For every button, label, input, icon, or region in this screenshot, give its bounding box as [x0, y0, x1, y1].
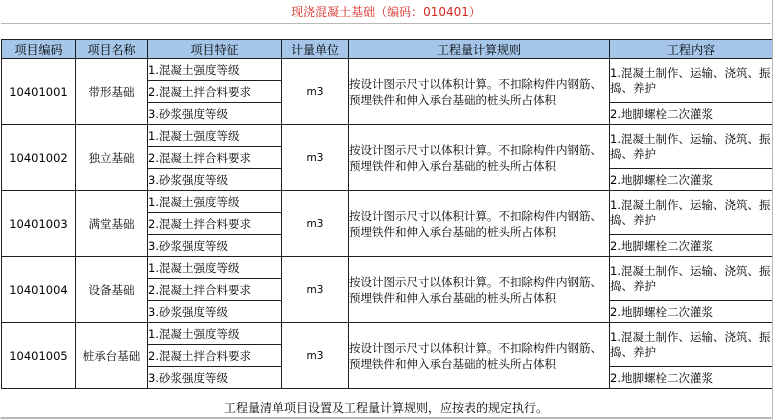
header-row: [2, 40, 773, 59]
work-content-1: 1.混凝土制作、运输、浇筑、振捣、养护: [610, 323, 773, 367]
feature-2: 2.混凝土拌合料要求: [148, 213, 282, 235]
work-content-1: 1.混凝土制作、运输、浇筑、振捣、养护: [610, 125, 773, 169]
unit: m3: [282, 323, 349, 389]
work-content-2: 2.地脚螺栓二次灌浆: [610, 235, 773, 257]
work-content-1: 1.混凝土制作、运输、浇筑、振捣、养护: [610, 59, 773, 103]
footer-note: 工程量清单项目设置及工程量计算规则，应按表的规定执行。: [1, 400, 771, 418]
unit: m3: [282, 257, 349, 323]
unit: m3: [282, 125, 349, 191]
unit: m3: [282, 59, 349, 125]
header-rule: 工程量计算规则: [349, 40, 610, 59]
table-title: 现浇混凝土基础（编码：010401）: [291, 5, 481, 19]
header-unit: 计量单位: [282, 40, 349, 59]
item-name: 桩承台基础: [76, 323, 148, 389]
work-content-2: 2.地脚螺栓二次灌浆: [610, 103, 773, 125]
work-content-1: 1.混凝土制作、运输、浇筑、振捣、养护: [610, 191, 773, 235]
item-name: 带形基础: [76, 59, 148, 125]
calc-rule: 按设计图示尺寸以体积计算。不扣除构件内钢筋、预埋铁件和伸入承台基础的桩头所占体积: [349, 323, 610, 389]
table-row: [2, 257, 773, 279]
calc-rule: 按设计图示尺寸以体积计算。不扣除构件内钢筋、预埋铁件和伸入承台基础的桩头所占体积: [349, 125, 610, 191]
feature-3: 3.砂浆强度等级: [148, 235, 282, 257]
feature-1: 1.混凝土强度等级: [148, 323, 282, 345]
table-row: [2, 59, 773, 81]
header-name: 项目名称: [76, 40, 148, 59]
item-code: 10401001: [2, 59, 76, 125]
header-features: 项目特征: [148, 40, 282, 59]
feature-2: 2.混凝土拌合料要求: [148, 279, 282, 301]
work-content-2: 2.地脚螺栓二次灌浆: [610, 301, 773, 323]
feature-1: 1.混凝土强度等级: [148, 125, 282, 147]
unit: m3: [282, 191, 349, 257]
item-code: 10401005: [2, 323, 76, 389]
table-row: [2, 323, 773, 345]
item-code: 10401004: [2, 257, 76, 323]
work-content-2: 2.地脚螺栓二次灌浆: [610, 169, 773, 191]
header-code: 项目编码: [2, 40, 76, 59]
feature-2: 2.混凝土拌合料要求: [148, 345, 282, 367]
work-content-2: 2.地脚螺栓二次灌浆: [610, 367, 773, 389]
table-row: [2, 125, 773, 147]
feature-3: 3.砂浆强度等级: [148, 301, 282, 323]
table-row: [2, 191, 773, 213]
feature-3: 3.砂浆强度等级: [148, 103, 282, 125]
calc-rule: 按设计图示尺寸以体积计算。不扣除构件内钢筋、预埋铁件和伸入承台基础的桩头所占体积: [349, 257, 610, 323]
feature-3: 3.砂浆强度等级: [148, 367, 282, 389]
feature-3: 3.砂浆强度等级: [148, 169, 282, 191]
feature-1: 1.混凝土强度等级: [148, 59, 282, 81]
calc-rule: 按设计图示尺寸以体积计算。不扣除构件内钢筋、预埋铁件和伸入承台基础的桩头所占体积: [349, 191, 610, 257]
header-content: 工程内容: [610, 40, 773, 59]
calc-rule: 按设计图示尺寸以体积计算。不扣除构件内钢筋、预埋铁件和伸入承台基础的桩头所占体积: [349, 59, 610, 125]
feature-1: 1.混凝土强度等级: [148, 257, 282, 279]
spacer-row: [1, 23, 771, 40]
item-name: 独立基础: [76, 125, 148, 191]
item-name: 设备基础: [76, 257, 148, 323]
work-content-1: 1.混凝土制作、运输、浇筑、振捣、养护: [610, 257, 773, 301]
feature-1: 1.混凝土强度等级: [148, 191, 282, 213]
feature-2: 2.混凝土拌合料要求: [148, 81, 282, 103]
feature-2: 2.混凝土拌合料要求: [148, 147, 282, 169]
item-code: 10401003: [2, 191, 76, 257]
item-name: 满堂基础: [76, 191, 148, 257]
item-code: 10401002: [2, 125, 76, 191]
spec-table: [1, 39, 773, 389]
